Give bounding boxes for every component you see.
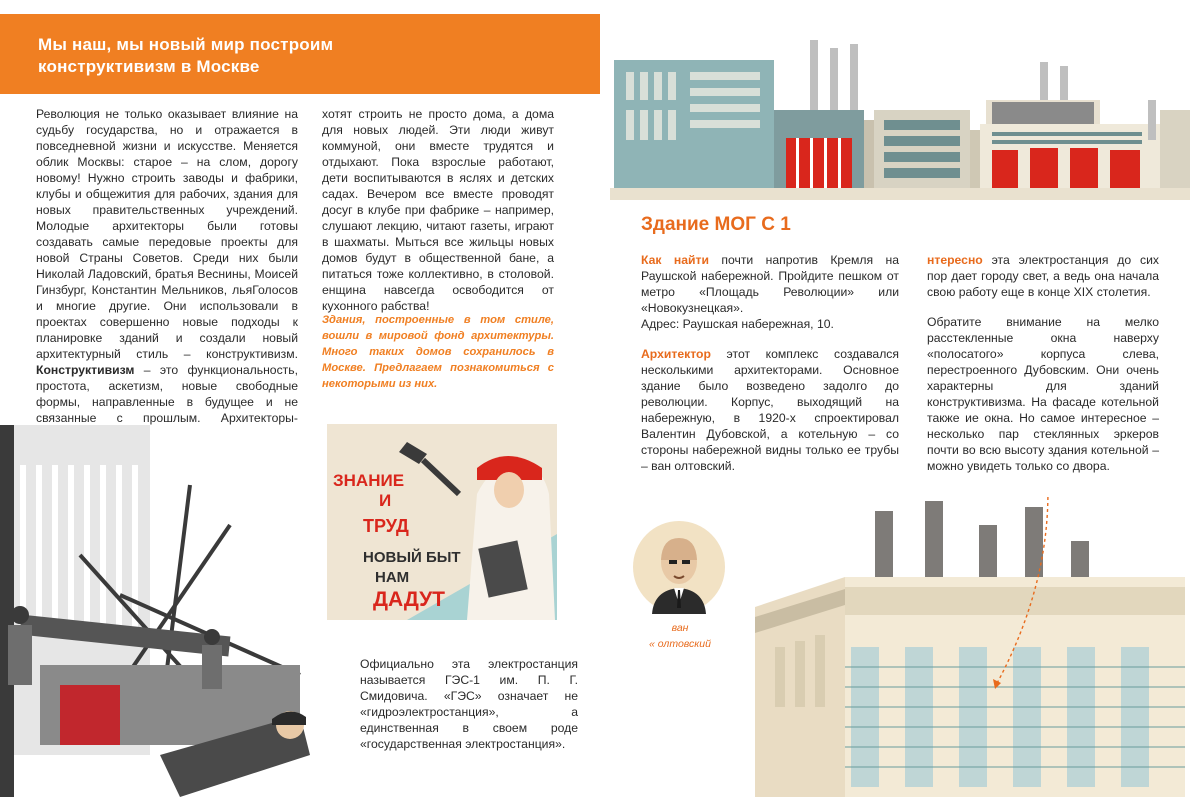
title-line-1: Мы наш, мы новый мир построим [38, 35, 334, 54]
boiler-house-illustration [755, 497, 1195, 797]
how-to-find-label: Как найти [641, 253, 709, 267]
intro-text-2: хотят строить не просто дома, а дома для новых людей. Эти люди живут коммуной, они вместе трудятся и отдыхают. Пока взрослые работают, дети воспитываются в яслях и детских садах. Вечером все вместе проводят досуг в клубе при фабрике – например, слушают лекцию, читают газеты, играют в шахматы. Мыться все жильцы новых домов будут в общественной бане, а питаться тоже коллективно, в столовой. енщина навсегда освободится от кухонного рабства! [322, 107, 554, 313]
power-station-illustration [600, 40, 1198, 200]
address-text: Адрес: Раушская набережная, 10. [641, 317, 834, 331]
intro-text-1: Революция не только оказывает влияние на судьбу государства, но и отражается в повседневной жизни и искусстве. Меняется облик Москвы: старое – на слом, дорогу новому! Нужно строить заводы и фабрики, клубы и общежития для рабочих, здания для новых правительственных учреждений. Молодые архитекторы были готовы создавать самые передовые проекты для новой Страны Советов. Среди них были Николай Ладовский, братья Веснины, Моисей Гинзбург, Константин Мельников, льяГолосов и многие другие. Они использовали в проектах совершенно новые подходы к планировке зданий и создали новый архитектурный стиль – конструктивизм. [36, 107, 298, 361]
windows-note: Обратите внимание на мелко расстекленные окна наверху «полосатого» корпуса слева, перестроенного Дубовским. Они очень характерны для зданий конструктивизма. На фасаде котельной также ие окна. Но самое интересное – несколько пар стеклянных эркеров почти во всю высоту здания котельной – можно увидеть только со двора. [927, 315, 1159, 473]
soviet-poster [327, 424, 557, 620]
page-title [38, 34, 578, 78]
poster-line-1: ЗНАНИЕ [333, 471, 405, 490]
term-constructivism: Конструктивизм [36, 363, 135, 377]
portrait-caption-line-1: ван [671, 622, 689, 634]
ges-caption: Официально эта электростанция называется ГЭС-1 им. П. Г. Смидовича. «ГЭС» означает не «гидроэлектростанция», а единственная в своем роде «государственная электростанция». [360, 657, 578, 751]
building-title: Здание МОГ С 1 [641, 214, 791, 235]
interesting-text: эта электростанция до сих пор дает городу свет, а ведь она начала свою работу еще в конце XIX столетия. [927, 253, 1159, 299]
poster-line-2: И [379, 491, 392, 510]
poster-line-4: НОВЫЙ БЫТ [363, 549, 461, 566]
title-line-2: конструктивизм в Москве [38, 57, 260, 76]
poster-line-6: ДАДУТ [373, 588, 446, 611]
how-to-find-text: почти напротив Кремля на Раушской набережной. Пройдите пешком от метро «Площадь Революции» или «Новокузнецкая». [641, 253, 899, 315]
architect-portrait [632, 520, 726, 614]
lead-paragraph: Здания, построенные в том стиле, вошли в мировой фонд архитектуры. Много таких домов сохранилось в Москве. Предлагаем познакомиться с некоторыми из них. [322, 314, 554, 390]
interesting-label: нтересно [927, 253, 983, 267]
intro-column-1 [36, 106, 298, 442]
poster-line-5: НАМ [375, 569, 410, 586]
architect-text: этот комплекс создавался несколькими архитекторами. Основное здание было возведено задолго до революции. Корпус, выходящий на набережную, в 1920-х спроектировал Валентин Дубовской, а котельную – со стороны набережной видны только ее трубы – ван олтовский. [641, 347, 899, 473]
term-definition: – это функциональность, простота, аскетизм, новые свободные формы, направленные в будущее и не связанные с прошлым. Архитекторы- [36, 363, 298, 425]
construction-illustration [0, 425, 310, 797]
poster-line-3: ТРУД [363, 516, 409, 536]
building-info-column [641, 252, 899, 474]
architect-label: Архитектор [641, 347, 711, 361]
portrait-caption [620, 620, 740, 652]
intro-column-2 [322, 106, 554, 314]
portrait-caption-line-2: « олтовский [649, 638, 711, 650]
building-notes-column [927, 252, 1159, 474]
